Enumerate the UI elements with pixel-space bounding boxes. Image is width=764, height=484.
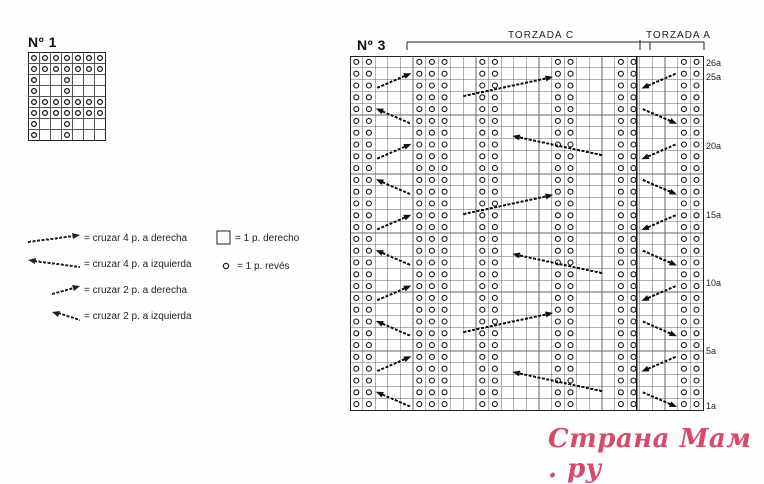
cross2-left-symbol (50, 310, 82, 322)
legend-cross2-left (50, 310, 192, 322)
legend-purl (220, 260, 290, 272)
chart3-frame (351, 57, 704, 411)
row-label-10a: 10a (706, 278, 722, 288)
row-label-26a: 26a (706, 58, 722, 68)
legend-purl-label: = 1 p. revés (237, 260, 290, 272)
cross2-right-symbol (50, 284, 82, 296)
chart1-grid (28, 52, 110, 162)
legend-cross2-left-label: = cruzar 2 p. a izquierda (84, 310, 192, 322)
cross4-left-symbol (26, 258, 82, 270)
legend-cross4-right-label: = cruzar 4 p. a derecha (84, 232, 188, 244)
row-label-15a: 15a (706, 210, 722, 220)
watermark: Страна Мам . ру (548, 424, 752, 484)
knit-square-icon (216, 230, 232, 246)
chart1-title: Nº 1 (28, 34, 57, 50)
row-label-25a: 25a (706, 72, 722, 82)
torzada-a-label: TORZADA A (646, 30, 711, 41)
row-label-1a: 1a (706, 401, 717, 411)
torzada-c-label: TORZADA C (508, 30, 575, 41)
chart3-title: Nº 3 (357, 37, 386, 53)
chart3-grid (350, 56, 704, 414)
legend-cross4-right (26, 232, 187, 244)
legend-cross2-right-label: = cruzar 2 p. a derecha (84, 284, 188, 296)
purl-circle-icon (220, 260, 232, 272)
row-label-20a: 20a (706, 141, 722, 151)
row-label-5a: 5a (706, 346, 717, 356)
legend-knit-label: = 1 p. derecho (235, 232, 300, 244)
legend-cross4-left (26, 258, 192, 270)
legend-knit (216, 230, 299, 246)
cross4-right-symbol (26, 232, 82, 244)
legend-cross2-right (50, 284, 187, 296)
legend-cross4-left-label: = cruzar 4 p. a izquierda (84, 258, 192, 270)
